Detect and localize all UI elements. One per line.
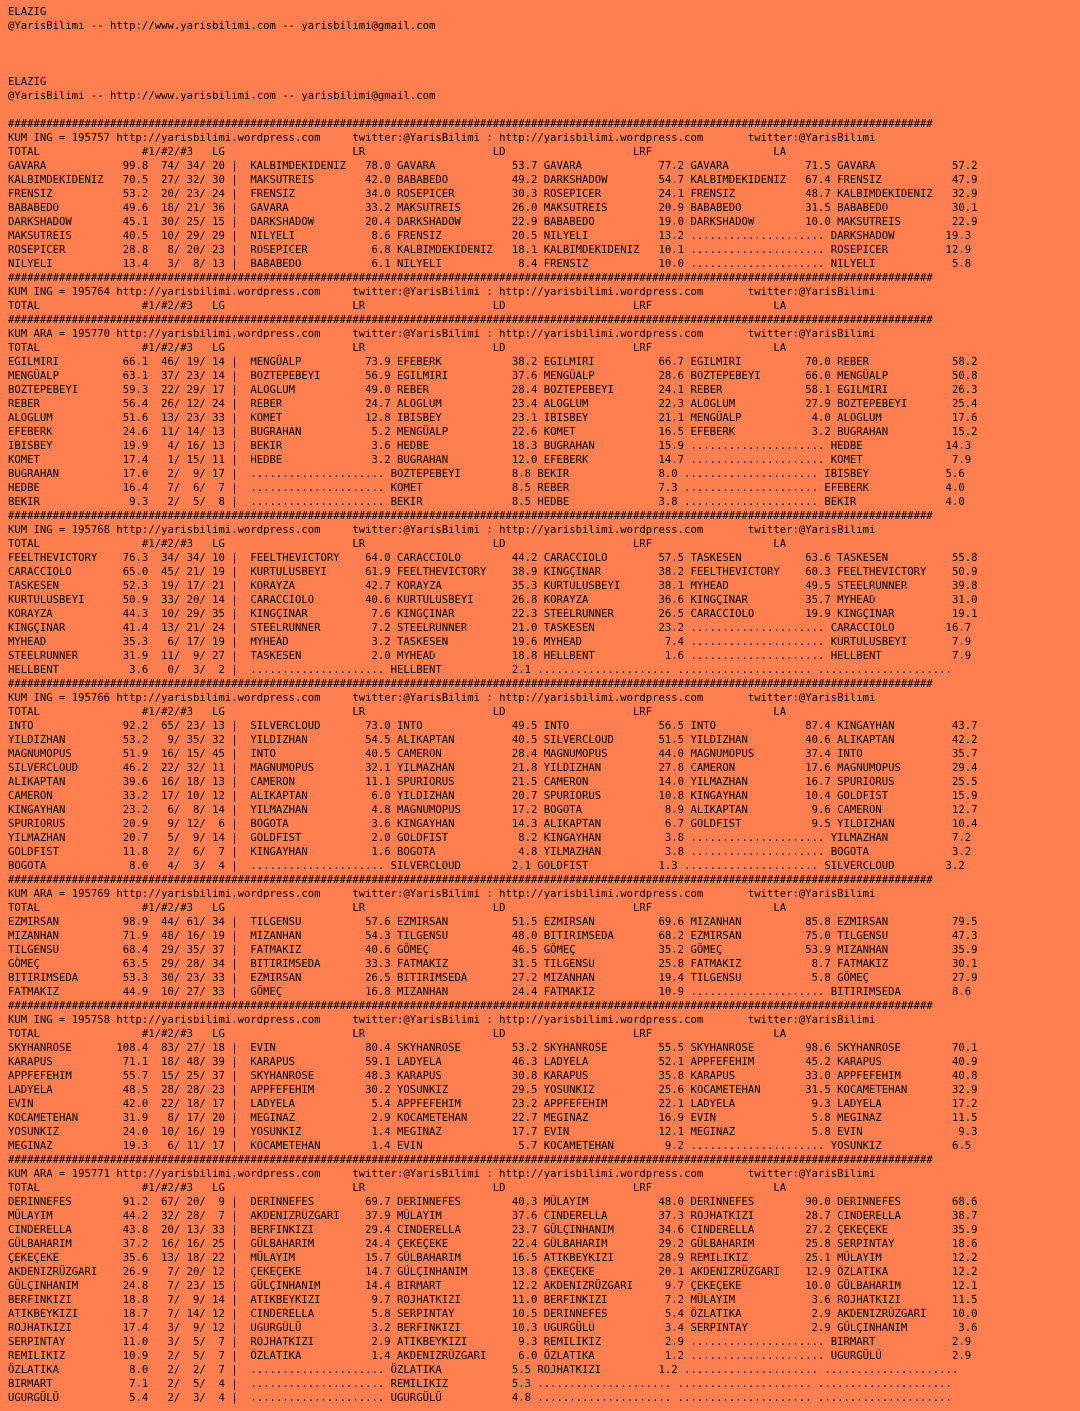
text-line: KUM ARA = 195771 http://yarisbilimi.wordpress.com twitter:@YarisBilimi : http://yarisbilimi.wordpress.com twitter:@YarisBilimi: [8, 1168, 876, 1180]
text-line: SERPINTAY 11.0 3/ 5/ 7 | ROJHATKIZI 2.9 ATIKBEYKIZI 9.3 REMILIKIZ 2.9 ..................... BIRMART 2.9: [8, 1336, 972, 1348]
text-line: TASKESEN 52.3 19/ 17/ 21 | KORAYZA 42.7 KORAYZA 35.3 KURTULUSBEYI 38.1 MYHEAD 49.5 STEELRUNNER 39.8: [8, 580, 978, 592]
text-line: BOGOTA 8.0 4/ 3/ 4 | ..................... SILVERCLOUD 2.1 GOLDFIST 1.3 ..................... SILVERCLOUD 3.2: [8, 860, 965, 872]
text-line: KUM ARA = 195770 http://yarisbilimi.wordpress.com twitter:@YarisBilimi : http://yarisbilimi.wordpress.com twitter:@YarisBilimi: [8, 328, 876, 340]
text-line: SILVERCLOUD 46.2 22/ 32/ 11 | MAGNUMOPUS 32.1 YILMAZHAN 21.8 YILDIZHAN 27.8 CAMERON 17.6 MAGNUMOPUS 29.4: [8, 762, 978, 774]
text-line: KALBIMDEKIDENIZ 70.5 27/ 32/ 30 | MAKSUTREIS 42.0 BABABEDO 49.2 DARKSHADOW 54.7 KALBIMDEKIDENIZ 67.4 FRENSIZ 47.9: [8, 174, 978, 186]
text-line: BIRMART 7.1 2/ 5/ 4 | ..................... REMILIKIZ 5.3 ..................... ..................... .....................: [8, 1378, 952, 1390]
text-line: KARAPUS 71.1 18/ 48/ 39 | KARAPUS 59.1 LADYELA 46.3 LADYELA 52.1 APPFEFEHIM 45.2 KARAPUS 40.9: [8, 1056, 978, 1068]
text-line: KUM ING = 195764 http://yarisbilimi.wordpress.com twitter:@YarisBilimi : http://yarisbilimi.wordpress.com twitter:@YarisBilimi: [8, 286, 876, 298]
text-line: #################################################################################################################################################: [8, 1154, 933, 1166]
text-line: TOTAL #1/#2/#3 LG LR LD LRF LA: [8, 146, 787, 158]
text-line: #################################################################################################################################################: [8, 314, 933, 326]
text-line: LADYELA 48.5 28/ 28/ 23 | APPFEFEHIM 30.2 YOSUNKIZ 29.5 YOSUNKIZ 25.6 KOCAMETEHAN 31.5 KOCAMETEHAN 32.9: [8, 1084, 978, 1096]
text-line: KUM ING = 195766 http://yarisbilimi.wordpress.com twitter:@YarisBilimi : http://yarisbilimi.wordpress.com twitter:@YarisBilimi: [8, 692, 876, 704]
text-line: STEELRUNNER 31.9 11/ 9/ 27 | TASKESEN 2.0 MYHEAD 18.8 HELLBENT 1.6 ..................... HELLBENT 7.9: [8, 650, 972, 662]
text-line: FRENSIZ 53.2 20/ 23/ 24 | FRENSIZ 34.0 ROSEPICER 30.3 ROSEPICER 24.1 FRENSIZ 48.7 KALBIMDEKIDENIZ 32.9: [8, 188, 978, 200]
text-line: REBER 56.4 26/ 12/ 24 | REBER 24.7 ALOGLUM 23.4 ALOGLUM 22.3 ALOGLUM 27.9 BOZTEPEBEYI 25.4: [8, 398, 978, 410]
text-line: EGILMIRI 66.1 46/ 19/ 14 | MENGÜALP 73.9 EFEBERK 38.2 EGILMIRI 66.7 EGILMIRI 70.0 REBER 58.2: [8, 356, 978, 368]
text-line: MEGINAZ 19.3 6/ 11/ 17 | KOCAMETEHAN 1.4 EVIN 5.7 KOCAMETEHAN 9.2 ..................... YOSUNKIZ 6.5: [8, 1140, 972, 1152]
text-line: MIZANHAN 71.9 48/ 16/ 19 | MIZANHAN 54.3 TILGENSU 48.0 BITIRIMSEDA 68.2 EZMIRSAN 75.0 TILGENSU 47.3: [8, 930, 978, 942]
text-line: KINGAYHAN 23.2 6/ 8/ 14 | YILMAZHAN 4.8 MAGNUMOPUS 17.2 BOGOTA 8.9 ALIKAPTAN 9.6 CAMERON 12.7: [8, 804, 978, 816]
text-line: TOTAL #1/#2/#3 LG LR LD LRF LA: [8, 300, 787, 312]
text-line: ATIKBEYKIZI 18.7 7/ 14/ 12 | CINDERELLA 5.8 SERPINTAY 10.5 DERINNEFES 5.4 ÖZLATIKA 2.9 AKDENIZRÜZGARI 10.0: [8, 1308, 978, 1320]
text-line: GÜLBAHARIM 37.2 16/ 16/ 25 | GÜLBAHARIM 24.4 ÇEKEÇEKE 22.4 GÜLBAHARIM 29.2 GÜLBAHARIM 25.8 SERPINTAY 18.6: [8, 1238, 978, 1250]
text-line: BABABEDO 49.6 18/ 21/ 36 | GAVARA 33.2 MAKSUTREIS 26.0 MAKSUTREIS 20.9 BABABEDO 31.5 BABABEDO 30.1: [8, 202, 978, 214]
text-line: ROJHATKIZI 17.4 3/ 9/ 12 | UGURGÜLÜ 3.2 BERFINKIZI 10.3 UGURGÜLÜ 3.4 SERPINTAY 2.9 GÜLÇINHANIM 3.6: [8, 1322, 978, 1334]
text-line: [8, 47, 1080, 61]
text-line: TOTAL #1/#2/#3 LG LR LD LRF LA: [8, 902, 787, 914]
text-line: #################################################################################################################################################: [8, 510, 933, 522]
text-line: IBISBEY 19.9 4/ 16/ 13 | BEKIR 3.6 HEDBE 18.3 BUGRAHAN 15.9 ..................... HEDBE 14.3: [8, 440, 972, 452]
text-line: INTO 92.2 65/ 23/ 13 | SILVERCLOUD 73.0 INTO 49.5 INTO 56.5 INTO 87.4 KINGAYHAN 43.7: [8, 720, 978, 732]
text-line: TOTAL #1/#2/#3 LG LR LD LRF LA: [8, 538, 787, 550]
text-line: ELAZIG: [8, 76, 47, 88]
text-line: HELLBENT 3.6 0/ 3/ 2 | ..................... HELLBENT 2.1 ..................... ..................... .....................: [8, 664, 952, 676]
text-line: SKYHANROSE 108.4 83/ 27/ 18 | EVIN 80.4 SKYHANROSE 53.2 SKYHANROSE 55.5 SKYHANROSE 98.6 SKYHANROSE 70.1: [8, 1042, 978, 1054]
text-line: DARKSHADOW 45.1 30/ 25/ 15 | DARKSHADOW 20.4 DARKSHADOW 22.9 BABABEDO 19.0 DARKSHADOW 10.0 MAKSUTREIS 22.9: [8, 216, 978, 228]
text-line: GÜLÇINHANIM 24.8 7/ 23/ 15 | GÜLÇINHANIM 14.4 BIRMART 12.2 AKDENIZRÜZGARI 9.7 ÇEKEÇEKE 10.0 GÜLBAHARIM 12.1: [8, 1280, 978, 1292]
text-line: BOZTEPEBEYI 59.3 22/ 29/ 17 | ALOGLUM 49.0 REBER 28.4 BOZTEPEBEYI 24.1 REBER 58.1 EGILMIRI 26.3: [8, 384, 978, 396]
text-line: MÜLAYIM 44.2 32/ 28/ 7 | AKDENIZRÜZGARI 37.9 MÜLAYIM 37.6 CINDERELLA 37.3 ROJHATKIZI 28.7 CINDERELLA 38.7: [8, 1210, 978, 1222]
text-line: ALIKAPTAN 39.6 16/ 18/ 13 | CAMERON 11.1 SPURIORUS 21.5 CAMERON 14.0 YILMAZHAN 16.7 SPURIORUS 25.5: [8, 776, 978, 788]
text-line: BITIRIMSEDA 53.3 30/ 23/ 33 | EZMIRSAN 26.5 BITIRIMSEDA 27.2 MIZANHAN 19.4 TILGENSU 5.8 GÖMEÇ 27.9: [8, 972, 978, 984]
text-line: AKDENIZRÜZGARI 26.9 7/ 20/ 12 | ÇEKEÇEKE 14.7 GÜLÇINHANIM 13.8 ÇEKEÇEKE 20.1 AKDENIZRÜZGARI 12.9 ÖZLATIKA 12.2: [8, 1266, 978, 1278]
text-line: FEELTHEVICTORY 76.3 34/ 34/ 10 | FEELTHEVICTORY 64.0 CARACCIOLO 44.2 CARACCIOLO 57.5 TASKESEN 63.6 TASKESEN 55.8: [8, 552, 978, 564]
text-line: GAVARA 99.8 74/ 34/ 20 | KALBIMDEKIDENIZ 78.0 GAVARA 53.7 GAVARA 77.2 GAVARA 71.5 GAVARA 57.2: [8, 160, 978, 172]
text-line: GÖMEÇ 63.5 29/ 28/ 34 | BITIRIMSEDA 33.3 FATMAKIZ 31.5 TILGENSU 25.8 FATMAKIZ 8.7 FATMAKIZ 30.1: [8, 958, 978, 970]
text-line: TOTAL #1/#2/#3 LG LR LD LRF LA: [8, 706, 787, 718]
text-line: ÖZLATIKA 8.0 2/ 2/ 7 | ..................... ÖZLATIKA 5.5 ROJHATKIZI 1.2 ..................... .....................: [8, 1364, 959, 1376]
text-line: GOLDFIST 11.8 2/ 6/ 7 | KINGAYHAN 1.6 BOGOTA 4.8 YILMAZHAN 3.8 ..................... BOGOTA 3.2: [8, 846, 972, 858]
text-line: ALOGLUM 51.6 13/ 23/ 33 | KOMET 12.8 IBISBEY 23.1 IBISBEY 21.1 MENGÜALP 4.0 ALOGLUM 17.6: [8, 412, 978, 424]
text-line: UGURGÜLÜ 5.4 2/ 3/ 4 | ..................... UGURGÜLÜ 4.8 ..................... ..................... .....................: [8, 1392, 952, 1404]
text-line: #################################################################################################################################################: [8, 1000, 933, 1012]
text-line: CINDERELLA 43.8 20/ 13/ 33 | BERFINKIZI 29.4 CINDERELLA 23.7 GÜLÇINHANIM 34.6 CINDERELLA 27.2 ÇEKEÇEKE 35.9: [8, 1224, 978, 1236]
text-line: KUM ING = 195757 http://yarisbilimi.wordpress.com twitter:@YarisBilimi : http://yarisbilimi.wordpress.com twitter:@YarisBilimi: [8, 132, 876, 144]
text-line: EZMIRSAN 98.9 44/ 61/ 34 | TILGENSU 57.6 EZMIRSAN 51.5 EZMIRSAN 69.6 MIZANHAN 85.8 EZMIRSAN 79.5: [8, 916, 978, 928]
text-line: NILYELI 13.4 3/ 8/ 13 | BABABEDO 6.1 NILYELI 8.4 FRENSIZ 10.0 ..................... NILYELI 5.8: [8, 258, 972, 270]
text-line: TOTAL #1/#2/#3 LG LR LD LRF LA: [8, 1028, 787, 1040]
text-line: #################################################################################################################################################: [8, 874, 933, 886]
text-line: SPURIORUS 20.9 9/ 12/ 6 | BOGOTA 3.6 KINGAYHAN 14.3 ALIKAPTAN 6.7 GOLDFIST 9.5 YILDIZHAN 10.4: [8, 818, 978, 830]
text-line: YILMAZHAN 20.7 5/ 9/ 14 | GOLDFIST 2.0 GOLDFIST 8.2 KINGAYHAN 3.8 ..................... YILMAZHAN 7.2: [8, 832, 972, 844]
text-line: HEDBE 16.4 7/ 6/ 7 | ..................... KOMET 8.5 REBER 7.3 ..................... EFEBERK 4.0: [8, 482, 965, 494]
text-line: ROSEPICER 28.8 8/ 20/ 23 | ROSEPICER 6.8 KALBIMDEKIDENIZ 18.1 KALBIMDEKIDENIZ 10.1 ..................... ROSEPICER 12.9: [8, 244, 972, 256]
text-line: KUM ING = 195758 http://yarisbilimi.wordpress.com twitter:@YarisBilimi : http://yarisbilimi.wordpress.com twitter:@YarisBilimi: [8, 1014, 876, 1026]
text-line: #################################################################################################################################################: [8, 272, 933, 284]
text-line: KOMET 17.4 1/ 15/ 11 | HEDBE 3.2 BUGRAHAN 12.0 EFEBERK 14.7 ..................... KOMET 7.9: [8, 454, 972, 466]
text-line: TILGENSU 68.4 29/ 35/ 37 | FATMAKIZ 40.6 GÖMEÇ 46.5 GÖMEÇ 35.2 GÖMEÇ 53.9 MIZANHAN 35.9: [8, 944, 978, 956]
text-line: EVIN 42.0 22/ 18/ 17 | LADYELA 5.4 APPFEFEHIM 23.2 APPFEFEHIM 22.1 LADYELA 9.3 LADYELA 17.2: [8, 1098, 978, 1110]
text-line: ELAZIG: [8, 6, 47, 18]
text-line: ÇEKEÇEKE 35.6 13/ 18/ 22 | MÜLAYIM 15.7 GÜLBAHARIM 16.5 ATIKBEYKIZI 28.9 REMILIKIZ 25.1 MÜLAYIM 12.2: [8, 1252, 978, 1264]
text-line: YOSUNKIZ 24.0 10/ 16/ 19 | YOSUNKIZ 1.4 MEGINAZ 17.7 EVIN 12.1 MEGINAZ 5.8 EVIN 9.3: [8, 1126, 978, 1138]
text-line: YILDIZHAN 53.2 9/ 35/ 32 | YILDIZHAN 54.5 ALIKAPTAN 40.5 SILVERCLOUD 51.5 YILDIZHAN 40.6 ALIKAPTAN 42.2: [8, 734, 978, 746]
text-line: REMILIKIZ 10.9 2/ 5/ 7 | ÖZLATIKA 1.4 AKDENIZRÜZGARI 6.0 ÖZLATIKA 1.2 ..................... UGURGÜLÜ 2.9: [8, 1350, 972, 1362]
text-line: [8, 33, 1080, 47]
text-line: @YarisBilimi -- http://www.yarisbilimi.com -- yarisbilimi@gmail.com: [8, 90, 436, 102]
text-line: TOTAL #1/#2/#3 LG LR LD LRF LA: [8, 1182, 787, 1194]
text-line: TOTAL #1/#2/#3 LG LR LD LRF LA: [8, 342, 787, 354]
text-line: BERFINKIZI 18.8 7/ 9/ 14 | ATIKBEYKIZI 9.7 ROJHATKIZI 11.0 BERFINKIZI 7.2 MÜLAYIM 3.6 ROJHATKIZI 11.5: [8, 1294, 978, 1306]
text-line: EFEBERK 24.6 11/ 14/ 13 | BUGRAHAN 5.2 MENGÜALP 22.6 KOMET 16.5 EFEBERK 3.2 BUGRAHAN 15.2: [8, 426, 978, 438]
text-line: KURTULUSBEYI 50.9 33/ 20/ 14 | CARACCIOLO 40.6 KURTULUSBEYI 26.8 KORAYZA 36.6 KINGÇINAR 35.7 MYHEAD 31.0: [8, 594, 978, 606]
text-line: KORAYZA 44.3 10/ 29/ 35 | KINGÇINAR 7.6 KINGÇINAR 22.3 STEELRUNNER 26.5 CARACCIOLO 19.9 KINGÇINAR 19.1: [8, 608, 978, 620]
text-line: [8, 103, 1080, 117]
text-line: BUGRAHAN 17.0 2/ 9/ 17 | ..................... BOZTEPEBEYI 8.8 BEKIR 8.0 ..................... IBISBEY 5.6: [8, 468, 965, 480]
text-line: KUM ING = 195768 http://yarisbilimi.wordpress.com twitter:@YarisBilimi : http://yarisbilimi.wordpress.com twitter:@YarisBilimi: [8, 524, 876, 536]
text-line: KOCAMETEHAN 31.9 8/ 17/ 20 | MEGINAZ 2.9 KOCAMETEHAN 22.7 MEGINAZ 16.9 EVIN 5.8 MEGINAZ 11.5: [8, 1112, 978, 1124]
text-line: #################################################################################################################################################: [8, 118, 933, 130]
text-line: MENGÜALP 63.1 37/ 23/ 14 | BOZTEPEBEYI 56.9 EGILMIRI 37.6 MENGÜALP 28.6 BOZTEPEBEYI 66.0 MENGÜALP 50.8: [8, 370, 978, 382]
text-line: CAMERON 33.2 17/ 10/ 12 | ALIKAPTAN 6.0 YILDIZHAN 20.7 SPURIORUS 10.8 KINGAYHAN 10.4 GOLDFIST 15.9: [8, 790, 978, 802]
text-line: [8, 61, 1080, 75]
text-line: @YarisBilimi -- http://www.yarisbilimi.com -- yarisbilimi@gmail.com: [8, 20, 436, 32]
text-line: #################################################################################################################################################: [8, 678, 933, 690]
text-line: APPFEFEHIM 55.7 15/ 25/ 37 | SKYHANROSE 48.3 KARAPUS 30.8 KARAPUS 35.8 KARAPUS 33.0 APPFEFEHIM 40.8: [8, 1070, 978, 1082]
text-line: BEKIR 9.3 2/ 5/ 8 | ..................... BEKIR 8.5 HEDBE 3.8 ..................... BEKIR 4.0: [8, 496, 965, 508]
text-line: KUM ARA = 195769 http://yarisbilimi.wordpress.com twitter:@YarisBilimi : http://yarisbilimi.wordpress.com twitter:@YarisBilimi: [8, 888, 876, 900]
text-line: MYHEAD 35.3 6/ 17/ 19 | MYHEAD 3.2 TASKESEN 19.6 MYHEAD 7.4 ..................... KURTULUSBEYI 7.9: [8, 636, 972, 648]
text-line: FATMAKIZ 44.9 10/ 27/ 33 | GÖMEÇ 16.8 MIZANHAN 24.4 FATMAKIZ 10.9 ..................... BITIRIMSEDA 8.6: [8, 986, 972, 998]
text-line: DERINNEFES 91.2 67/ 20/ 9 | DERINNEFES 69.7 DERINNEFES 40.3 MÜLAYIM 48.0 DERINNEFES 90.0 DERINNEFES 68.6: [8, 1196, 978, 1208]
text-line: MAGNUMOPUS 51.9 16/ 15/ 45 | INTO 40.5 CAMERON 28.4 MAGNUMOPUS 44.0 MAGNUMOPUS 37.4 INTO 35.7: [8, 748, 978, 760]
text-line: CARACCIOLO 65.0 45/ 21/ 19 | KURTULUSBEYI 61.9 FEELTHEVICTORY 38.9 KINGÇINAR 38.2 FEELTHEVICTORY 60.3 FEELTHEVICTORY 50.9: [8, 566, 978, 578]
text-line: KINGÇINAR 41.4 13/ 21/ 24 | STEELRUNNER 7.2 STEELRUNNER 21.0 TASKESEN 23.2 ..................... CARACCIOLO 16.7: [8, 622, 972, 634]
text-line: MAKSUTREIS 40.5 10/ 29/ 29 | NILYELI 8.6 FRENSIZ 20.5 NILYELI 13.2 ..................... DARKSHADOW 19.3: [8, 230, 972, 242]
